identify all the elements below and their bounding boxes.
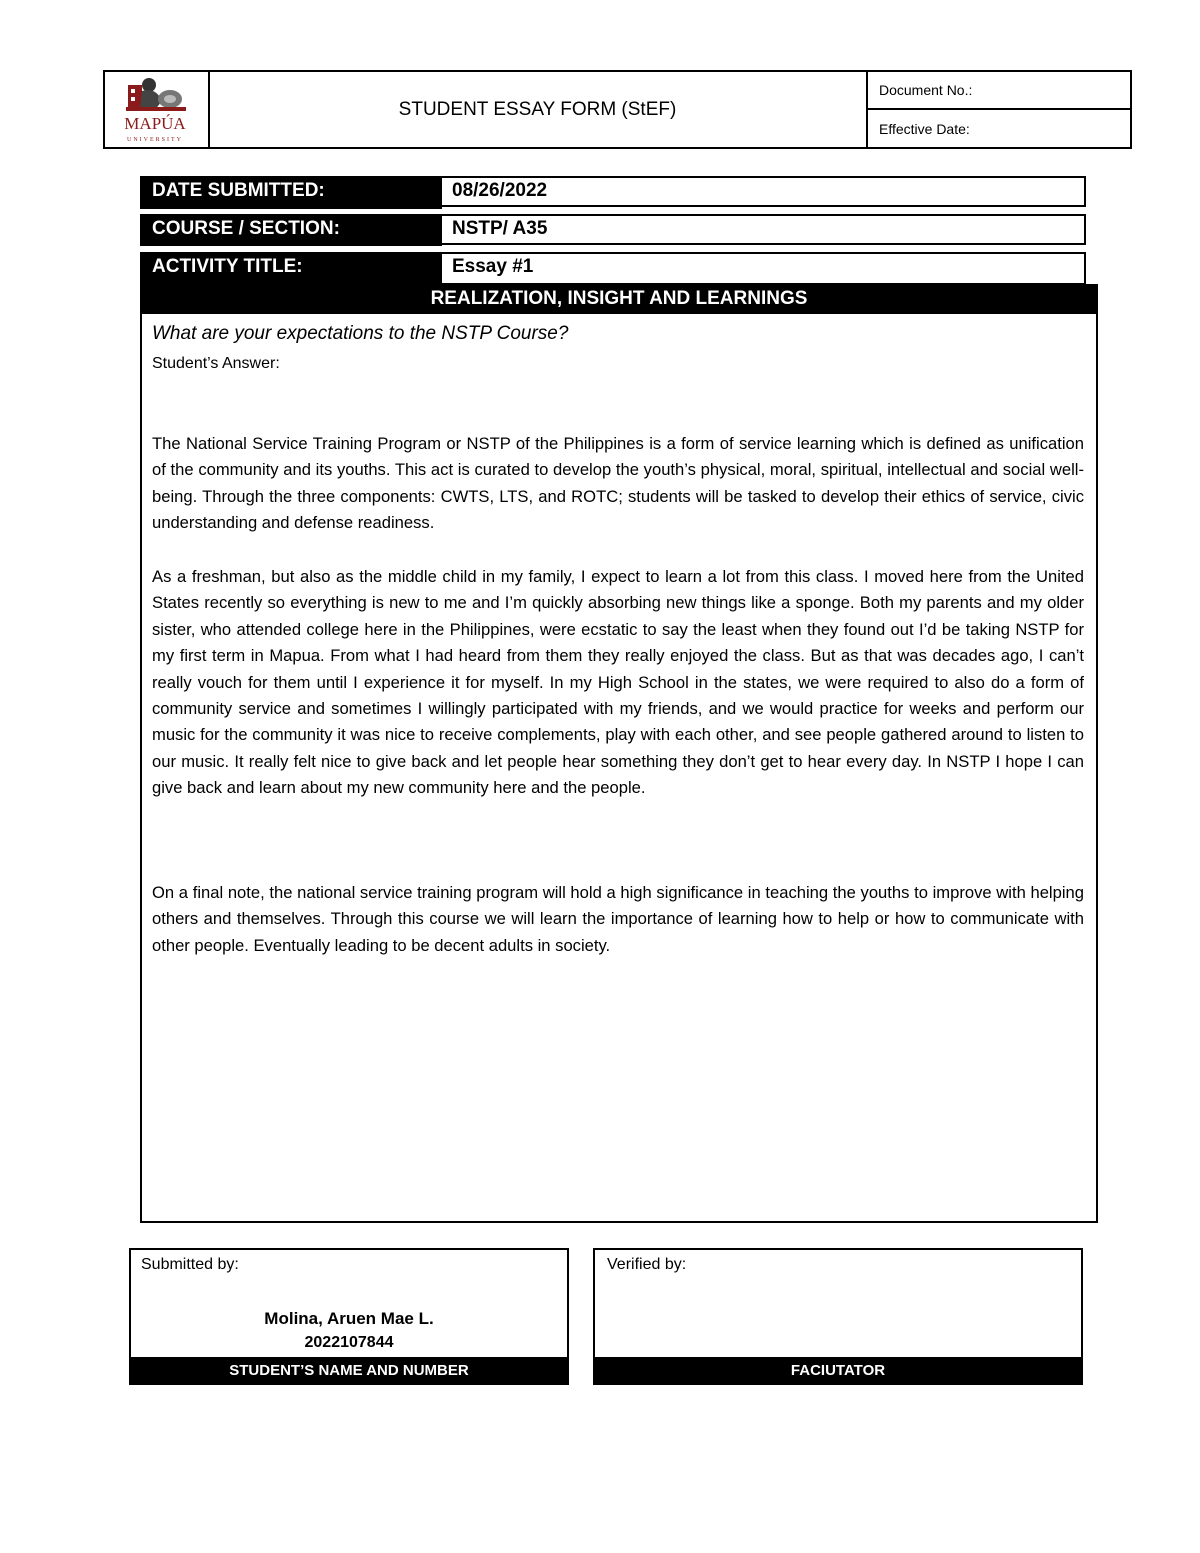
student-number: 2022107844 <box>304 1334 394 1351</box>
form-title: STUDENT ESSAY FORM (StEF) <box>209 70 868 149</box>
logo-text: MAPÚA <box>124 114 186 133</box>
answer-label: Student’s Answer: <box>152 355 280 372</box>
student-name: Molina, Aruen Mae L. <box>264 1309 434 1328</box>
date-submitted-value: 08/26/2022 <box>440 176 1086 207</box>
essay-paragraph: The National Service Training Program or NSTP of the Philippines is a form of service learning which is defined as unification of the community and its youths. This act is curated to develop the youth’s physical, moral, spiritual, intellectual and social well-being. Through the three components: CWTS, LTS, and ROTC; students will be tasked to develop their ethics of service, civic understanding and defense readiness. <box>152 434 1084 533</box>
seal-icon <box>126 78 186 111</box>
activity-title-label: ACTIVITY TITLE: <box>140 252 442 285</box>
verified-by-label: Verified by: <box>607 1256 687 1273</box>
activity-title-value: Essay #1 <box>440 252 1086 285</box>
student-name-number-bar: STUDENT’S NAME AND NUMBER <box>131 1357 567 1385</box>
essay-paragraph: On a final note, the national service training program will hold a high significance in teaching the youths to improve with helping others and themselves. Through this course we will learn the importance of learning how to help or how to communicate with other people. Eventually leading to be decent adults in society. <box>152 883 1084 955</box>
essay-question: What are your expectations to the NSTP Course? <box>152 323 569 344</box>
essay-banner: REALIZATION, INSIGHT AND LEARNINGS <box>140 284 1098 314</box>
logo-cell <box>103 70 210 149</box>
date-submitted-label: DATE SUBMITTED: <box>140 176 442 209</box>
effective-date-label: Effective Date: <box>879 121 970 137</box>
course-section-label: COURSE / SECTION: <box>140 214 442 246</box>
verified-by-box <box>593 1248 1083 1385</box>
document-no-label: Document No.: <box>867 70 1132 110</box>
course-section-value: NSTP/ A35 <box>440 214 1086 245</box>
facilitator-bar: FACIUTATOR <box>595 1357 1081 1385</box>
essay-paragraph: As a freshman, but also as the middle child in my family, I expect to learn a lot from this class. I moved here from the United States recently so everything is new to me and I’m quickly absorbing new things like a sponge. Both my parents and my older sister, who attended college here in the Philippines, were ecstatic to say the least when they found out I’d be taking NSTP for my first term in Mapua. From what I had heard from them they really enjoyed the class. But as that was decades ago, I can’t really vouch for them until I experience it for myself. In my High School in the states, we were required to also do a form of community service and sometimes I willingly participated with my friends, and we would practice for weeks and perform our music for the community it was nice to receive complements, play with each other, and see people gathered around to listen to our music. It really felt nice to give back and let people hear something they don’t get to hear every day. In NSTP I hope I can give back and learn about my new community here and the people. <box>152 567 1084 798</box>
logo-subtext: UNIVERSITY <box>127 137 183 143</box>
mapua-logo <box>104 71 207 146</box>
submitted-by-box <box>129 1248 569 1385</box>
submitted-by-label: Submitted by: <box>141 1256 239 1273</box>
